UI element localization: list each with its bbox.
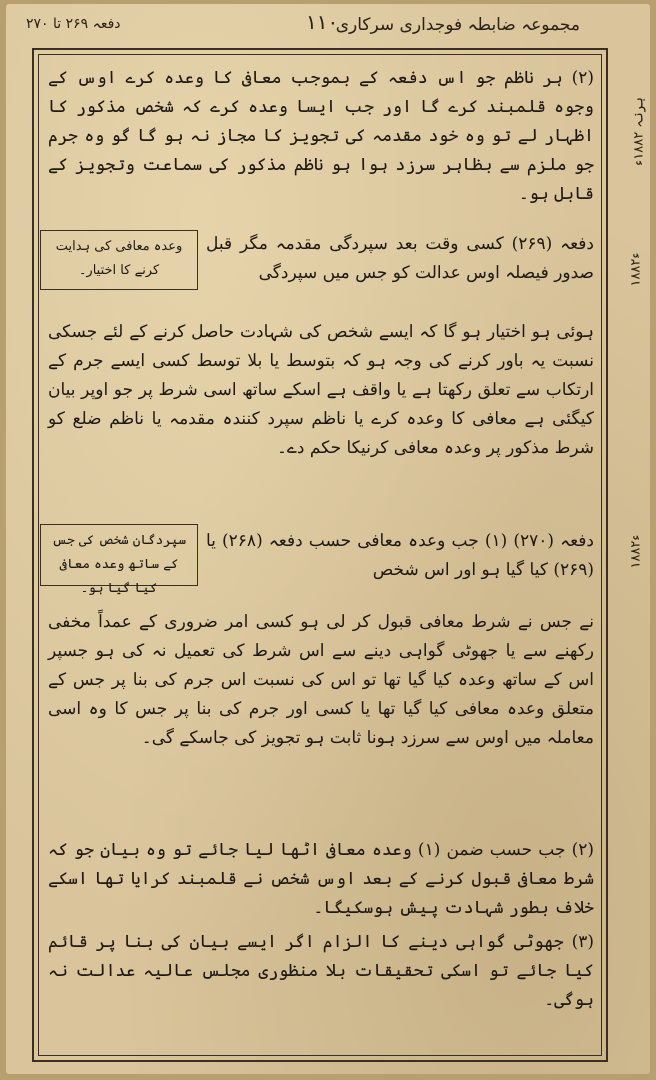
paragraph-section-269-body: ہوئی ہو اختیار ہو گا کہ ایسے شخص کی شہادت حاصل کرنے کے لئے جسکی نسبت یہ باور کرنے کی وجہ ہو کہ بتوسط یا بلا توسط کسی ایسے جرم کے ارتکاب سے تعلق رکھتا ہے یا واقف ہے اسکے ساتھ اسی شرط پر جو اوپر بیان کیگئی ہے معافی کا وعدہ کرے یا ناظم سپرد کنندہ مقدمہ یا ناظم ضلع کو شرط مذکور پر وعدہ معافی کرنیکا حکم دے۔	[48, 322, 594, 458]
header-title: مجموعہ ضابطہ فوجداری سرکاری	[335, 15, 580, 35]
marginal-note-box-1: وعدہ معافی کی ہدایت کرنے کا اختیار۔	[40, 230, 198, 290]
paragraph-section-270-1: نے جس نے شرط معافی قبول کر لی ہو کسی امر ضروری کے عمداً مخفی رکھنے سے یا جھوٹی گواہی دینے سے اس شرط کی تعمیل نہ کی ہو جسپر اس کے ساتھ وعدہ کیا گیا تھا تو اس کی نسبت اس جرم کی بنا پر جس کے متعلق وعدہ معافی کیا گیا تھا یا کسی اور جرم کی بنا پر جس کا وہ اسی معاملہ میں اوس سے سرزد ہونا ثابت ہو تجویز کی جاسکے گی۔	[48, 612, 594, 748]
section-range: دفعہ ۲۶۹ تا ۲۷۰	[26, 16, 121, 32]
margin-note-1: ہرنہ ۱۸۸۲ء	[631, 97, 647, 166]
marginal-note-box-2: سپردگان شخص کی جس کے ساتھ وعدہ معافی کیا گیا ہو۔	[40, 524, 198, 586]
margin-note-2: ۱۸۸۲ء	[628, 252, 644, 287]
margin-note-3: ۱۸۸۲ء	[628, 534, 644, 569]
paragraph-section-269-head: دفعہ (۲۶۹) کسی وقت بعد سپردگی مقدمہ مگر قبل صدور فیصلہ اوس عدالت کو جس میں سپردگی	[206, 234, 594, 283]
document-page	[6, 4, 650, 1074]
paragraph-section-270-2: (۲) جب حسب ضمن (۱) وعدہ معافی اٹھا لیا جائے تو وہ بیان جو کہ شرط معافی قبول کرنے کے بعد اوس شخص نے قلمبند کرایا تھا اسکے خلاف بطور شہادت پیش ہوسکیگا۔	[48, 840, 594, 918]
paragraph-section-270-head: دفعہ (۲۷۰) (۱) جب وعدہ معافی حسب دفعہ (۲۶۸) یا (۲۶۹) کیا گیا ہو اور اس شخص	[206, 531, 594, 580]
paragraph-section-270-3: (۳) جھوٹی گواہی دینے کا الزام اگر ایسے بیان کی بنا پر قائم کیا جائے تو اسکی تحقیقات بلا منظوری مجلس عالیہ عدالت نہ ہوگی۔	[48, 932, 594, 1010]
paragraph-section-268-2: (۲) ہر ناظم جو اس دفعہ کے بموجب معافی کا وعدہ کرے اوس کے وجوہ قلمبند کرے گا اور جب ایسا وعدہ کرے کہ شخص مذکور کا اظہار لے تو وہ خود مقدمہ کی تجویز کا مجاز نہ ہو گا گو وہ جرم جو ملزم سے بظاہر سرزد ہوا ہو ناظم مذکور کی سماعت وتجویز کے قابل ہو۔	[48, 68, 594, 204]
page-number: ۱۱۰	[306, 10, 339, 34]
